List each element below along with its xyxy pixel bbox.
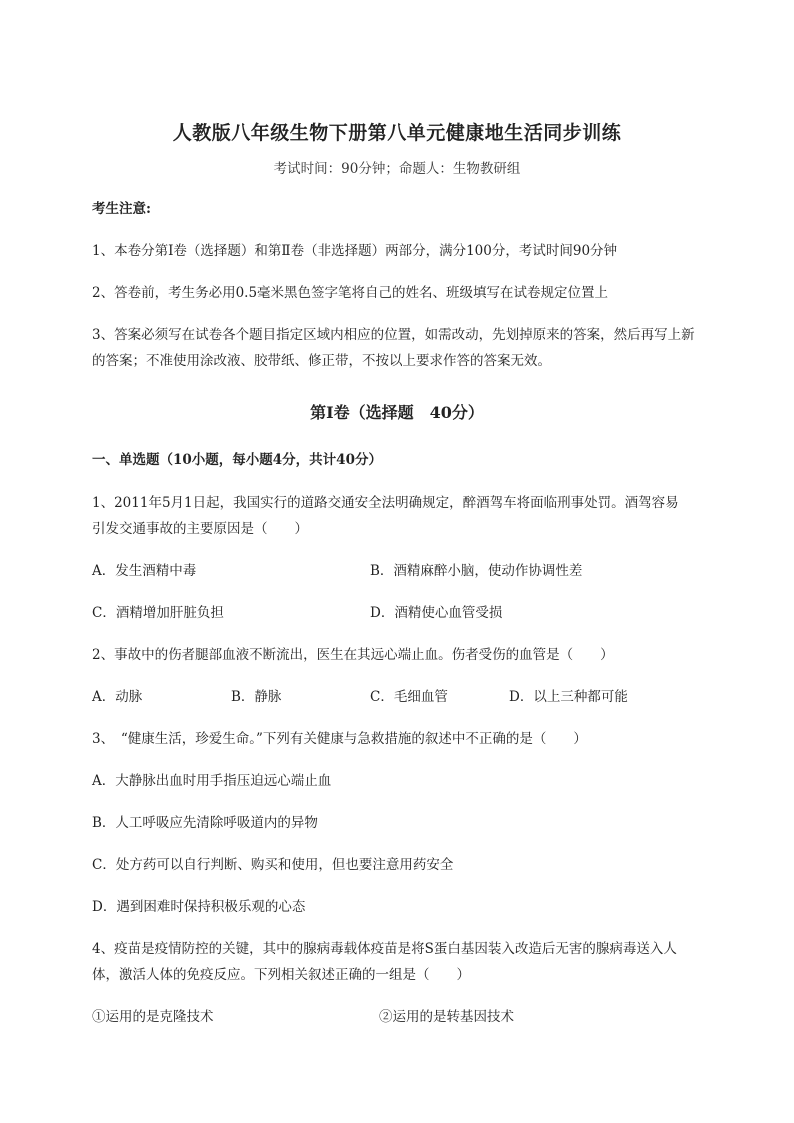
question-2-stem: 2、事故中的伤者腿部血液不断流出，医生在其远心端止血。伤者受伤的血管是（ ） (92, 647, 614, 663)
question-2-option-d: D．以上三种都可能 (509, 689, 628, 705)
question-1-stem: 1、2011年5月1日起，我国实行的道路交通安全法明确规定，醉酒驾车将面临刑事处罚。酒驾容易 (92, 495, 679, 511)
question-4-stem-cont: 体，激活人体的免疫反应。下列相关叙述正确的一组是（ ） (92, 967, 470, 983)
question-3-option-b: B．人工呼吸应先清除呼吸道内的异物 (92, 815, 318, 831)
question-1-option-b: B．酒精麻醉小脑，使动作协调性差 (370, 563, 583, 579)
question-2-option-b: B．静脉 (231, 689, 282, 705)
question-3-option-d: D．遇到困难时保持积极乐观的心态 (92, 899, 306, 915)
question-1-option-c: C．酒精增加肝脏负担 (92, 605, 224, 621)
notice-item-2: 2、答卷前，考生务必用0.5毫米黑色签字笔将自己的姓名、班级填写在试卷规定位置上 (92, 285, 609, 301)
question-1-option-d: D．酒精使心血管受损 (370, 605, 503, 621)
notice-item-3-cont: 的答案；不准使用涂改液、胶带纸、修正带，不按以上要求作答的答案无效。 (92, 353, 551, 369)
notice-heading: 考生注意: (92, 201, 151, 217)
question-3-option-a: A．大静脉出血时用手指压迫远心端止血 (92, 773, 332, 789)
question-4-stem: 4、疫苗是疫情防控的关键，其中的腺病毒载体疫苗是将S蛋白基因装入改造后无害的腺病毒送入人 (92, 941, 677, 957)
question-4-choice-1: ①运用的是克隆技术 (92, 1009, 214, 1025)
exam-info: 考试时间：90分钟；命题人：生物教研组 (273, 161, 521, 177)
part-heading: 一、单选题（10小题，每小题4分，共计40分） (92, 452, 382, 468)
question-1-option-a: A．发生酒精中毒 (92, 563, 197, 579)
question-2-option-a: A．动脉 (92, 689, 143, 705)
question-3-option-c: C．处方药可以自行判断、购买和使用，但也要注意用药安全 (92, 857, 454, 873)
question-1-stem-cont: 引发交通事故的主要原因是（ ） (92, 521, 308, 537)
question-4-choice-2: ②运用的是转基因技术 (379, 1009, 514, 1025)
question-2-option-c: C．毛细血管 (370, 689, 448, 705)
section-title: 第Ⅰ卷（选择题 40分） (310, 403, 484, 422)
notice-item-3: 3、答案必须写在试卷各个题目指定区域内相应的位置，如需改动，先划掉原来的答案，然后再写上新 (92, 327, 695, 343)
page-title: 人教版八年级生物下册第八单元健康地生活同步训练 (172, 122, 622, 144)
question-3-stem: 3、 “健康生活，珍爱生命。”下列有关健康与急救措施的叙述中不正确的是（ ） (92, 731, 587, 747)
notice-item-1: 1、本卷分第Ⅰ卷（选择题）和第Ⅱ卷（非选择题）两部分，满分100分，考试时间90分钟 (92, 243, 618, 259)
